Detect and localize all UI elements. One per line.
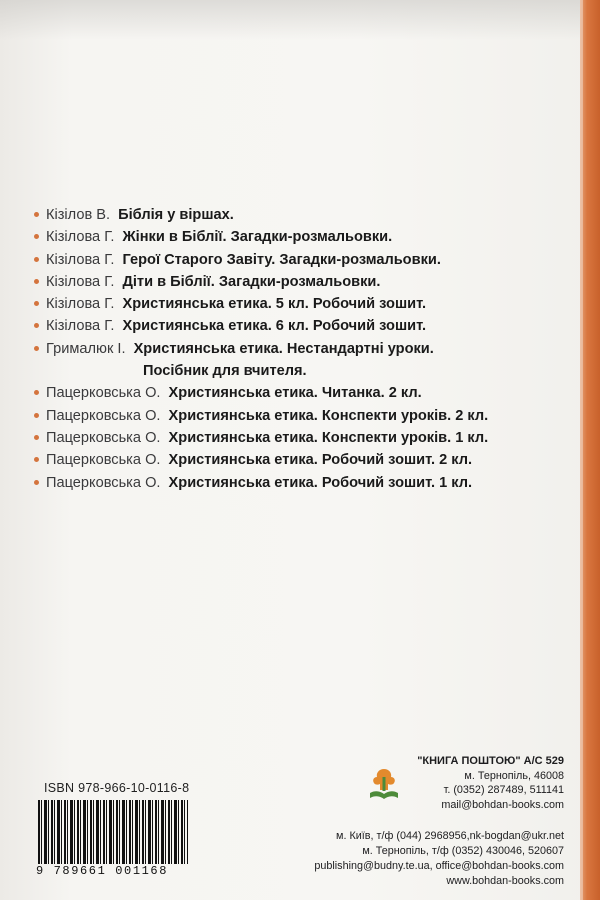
publisher-mail: mail@bohdan-books.com bbox=[441, 799, 564, 812]
book-author: Кізілова Г. bbox=[46, 251, 115, 268]
book-item bbox=[34, 249, 574, 271]
publisher-phones: т. (0352) 287489, 511141 bbox=[443, 784, 564, 797]
ternopil-office: м. Тернопіль, т/ф (0352) 430046, 520607 bbox=[362, 844, 564, 857]
bullet-icon bbox=[34, 390, 39, 395]
publisher-offices bbox=[264, 829, 564, 889]
book-item bbox=[34, 293, 574, 315]
book-item bbox=[34, 382, 574, 404]
book-item bbox=[34, 204, 574, 226]
bullet-icon bbox=[34, 413, 39, 418]
book-item bbox=[34, 405, 574, 427]
book-title: Християнська етика. 5 кл. Робочий зошит. bbox=[122, 296, 427, 313]
bullet-icon bbox=[34, 457, 39, 462]
book-item bbox=[34, 427, 574, 449]
publisher-website: www.bohdan-books.com bbox=[446, 874, 564, 887]
book-author: Пацерковська О. bbox=[46, 452, 161, 469]
book-author: Пацерковська О. bbox=[46, 429, 161, 446]
publisher-name: "КНИГА ПОШТОЮ" А/С 529 bbox=[417, 755, 564, 767]
book-item bbox=[34, 338, 574, 383]
bullet-icon bbox=[34, 234, 39, 239]
bullet-icon bbox=[34, 212, 39, 217]
book-title: Християнська етика. Конспекти уроків. 2 кл. bbox=[168, 407, 489, 424]
bullet-icon bbox=[34, 279, 39, 284]
book-author: Кізілов В. bbox=[46, 207, 111, 223]
book-item bbox=[34, 472, 574, 494]
book-author: Пацерковська О. bbox=[46, 474, 161, 491]
book-title: Діти в Біблії. Загадки-розмальовки. bbox=[122, 273, 381, 290]
book-title: Християнська етика. Конспекти уроків. 1 кл. bbox=[168, 429, 489, 446]
book-author: Кізілова Г. bbox=[46, 318, 115, 335]
publisher-city: м. Тернопіль, 46008 bbox=[464, 769, 564, 782]
book-author: Кізілова Г. bbox=[46, 273, 115, 290]
publisher-emails: publishing@budny.te.ua, office@bohdan-books.com bbox=[314, 859, 564, 872]
book-spine bbox=[580, 0, 600, 900]
book-title: Християнська етика. Читанка. 2 кл. bbox=[168, 385, 422, 402]
book-title: Біблія у віршах. bbox=[118, 207, 234, 223]
book-author: Грималюк І. bbox=[46, 340, 126, 357]
book-item bbox=[34, 226, 574, 248]
page-shadow bbox=[0, 0, 580, 40]
bullet-icon bbox=[34, 323, 39, 328]
book-author: Пацерковська О. bbox=[46, 407, 161, 424]
book-title-continuation: Посібник для вчителя. bbox=[143, 363, 307, 380]
book-title: Християнська етика. Робочий зошит. 1 кл. bbox=[168, 474, 473, 491]
bullet-icon bbox=[34, 480, 39, 485]
book-title: Християнська етика. 6 кл. Робочий зошит. bbox=[122, 318, 427, 335]
book-author: Пацерковська О. bbox=[46, 385, 161, 402]
book-title: Християнська етика. Робочий зошит. 2 кл. bbox=[168, 452, 473, 469]
book-title: Жінки в Біблії. Загадки-розмальовки. bbox=[122, 229, 393, 246]
book-item bbox=[34, 315, 574, 337]
barcode bbox=[38, 800, 188, 864]
bullet-icon bbox=[34, 435, 39, 440]
bullet-icon bbox=[34, 301, 39, 306]
book-item bbox=[34, 271, 574, 293]
kyiv-office: м. Київ, т/ф (044) 2968956,nk-bogdan@ukr.net bbox=[336, 830, 564, 842]
bullet-icon bbox=[34, 257, 39, 262]
book-title: Герої Старого Завіту. Загадки-розмальовки. bbox=[122, 251, 441, 268]
barcode-digits: 9 789661 001168 bbox=[36, 864, 169, 878]
publisher-contacts bbox=[324, 754, 564, 813]
bullet-icon bbox=[34, 346, 39, 351]
book-author: Кізілова Г. bbox=[46, 229, 115, 246]
book-item bbox=[34, 449, 574, 471]
book-list bbox=[34, 204, 574, 494]
book-title: Християнська етика. Нестандартні уроки. bbox=[133, 340, 434, 357]
isbn-number: ISBN 978-966-10-0116-8 bbox=[44, 781, 190, 795]
book-author: Кізілова Г. bbox=[46, 296, 115, 313]
